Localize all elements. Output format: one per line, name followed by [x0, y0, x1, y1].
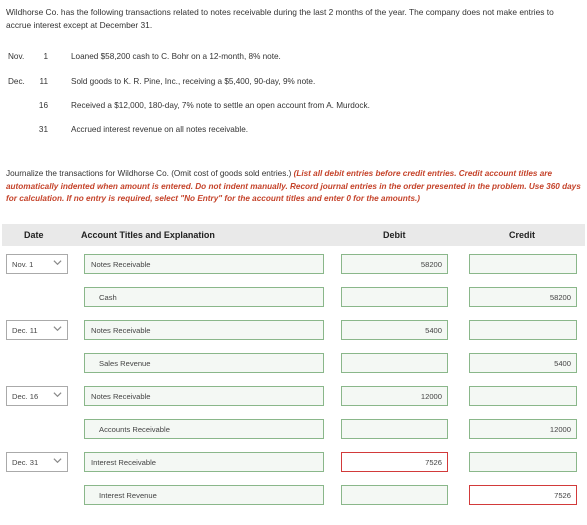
header-account: Account Titles and Explanation: [81, 230, 215, 240]
account-title-input[interactable]: [84, 287, 324, 307]
debit-input[interactable]: [341, 287, 448, 307]
transaction-day: 31: [38, 125, 48, 134]
date-select-value: Dec. 31: [12, 458, 39, 467]
transaction-text: Received a $12,000, 180-day, 7% note to settle an open account from A. Murdock.: [71, 101, 370, 110]
account-title-value: Accounts Receivable: [99, 425, 170, 434]
chevron-down-icon: [53, 324, 62, 333]
account-title-input[interactable]: [84, 485, 324, 505]
account-title-value: Cash: [99, 293, 117, 302]
header-credit: Credit: [509, 230, 536, 240]
date-select[interactable]: [6, 386, 68, 406]
transaction-day: 11: [39, 77, 48, 86]
transaction-text: Loaned $58,200 cash to C. Bohr on a 12-month, 8% note.: [71, 52, 281, 61]
chevron-down-icon: [53, 258, 62, 267]
header-debit: Debit: [383, 230, 406, 240]
debit-input[interactable]: [341, 485, 448, 505]
chevron-down-icon: [53, 390, 62, 399]
chevron-down-icon: [53, 456, 62, 465]
debit-value: 58200: [420, 260, 442, 269]
credit-value: 5400: [554, 359, 571, 368]
journal-header: [2, 224, 585, 246]
instructions-text: Journalize the transactions for Wildhorse Co. (Omit cost of goods sold entries.): [6, 169, 294, 178]
transaction-day: 1: [43, 52, 48, 61]
date-select-value: Nov. 1: [12, 260, 34, 269]
account-title-input[interactable]: [84, 386, 324, 406]
credit-value: 58200: [549, 293, 571, 302]
transaction-month: Dec.: [8, 77, 25, 86]
account-title-input[interactable]: [84, 452, 324, 472]
date-select-value: Dec. 16: [12, 392, 39, 401]
transaction-text: Accrued interest revenue on all notes receivable.: [71, 125, 249, 134]
date-select[interactable]: [6, 320, 68, 340]
transaction-text: Sold goods to K. R. Pine, Inc., receiving a $5,400, 90-day, 9% note.: [71, 77, 316, 86]
account-title-value: Interest Revenue: [99, 491, 157, 500]
debit-input-incorrect[interactable]: [341, 452, 448, 472]
credit-value: 12000: [549, 425, 571, 434]
date-select[interactable]: [6, 452, 68, 472]
credit-input-incorrect[interactable]: [469, 485, 577, 505]
credit-input[interactable]: [469, 386, 577, 406]
debit-input[interactable]: [341, 320, 448, 340]
date-select-value: Dec. 11: [12, 326, 38, 335]
date-select[interactable]: [6, 254, 68, 274]
account-title-value: Notes Receivable: [91, 260, 151, 269]
debit-input[interactable]: [341, 419, 448, 439]
account-title-value: Interest Receivable: [91, 458, 157, 467]
debit-input[interactable]: [341, 353, 448, 373]
debit-input[interactable]: [341, 254, 448, 274]
transaction-day: 16: [38, 101, 48, 110]
credit-input[interactable]: [469, 320, 577, 340]
debit-value: 7526: [425, 458, 442, 467]
instructions-emphasis: (List all debit entries before credit entries. Credit account titles are automatically indented when amount is entered. Do not indent manually. Record journal entries in the order presented in the problem. Use 360 days for calculation. If no entry is required, select "No Entry" for the account titles and enter 0 for the amounts.): [6, 169, 581, 203]
credit-input[interactable]: [469, 419, 577, 439]
credit-input[interactable]: [469, 287, 577, 307]
account-title-input[interactable]: [84, 419, 324, 439]
account-title-value: Notes Receivable: [91, 326, 151, 335]
credit-value: 7526: [554, 491, 571, 500]
account-title-value: Sales Revenue: [99, 359, 151, 368]
debit-value: 12000: [420, 392, 442, 401]
account-title-input[interactable]: [84, 353, 324, 373]
debit-value: 5400: [425, 326, 442, 335]
transaction-month: Nov.: [8, 52, 25, 61]
credit-input[interactable]: [469, 254, 577, 274]
problem-intro: Wildhorse Co. has the following transactions related to notes receivable during the last 2 months of the year. The company does not make entries to accrue interest except at December 31.: [6, 7, 554, 30]
instructions: [6, 168, 582, 206]
debit-input[interactable]: [341, 386, 448, 406]
account-title-value: Notes Receivable: [91, 392, 151, 401]
account-title-input[interactable]: [84, 254, 324, 274]
header-date: Date: [24, 230, 44, 240]
account-title-input[interactable]: [84, 320, 324, 340]
credit-input[interactable]: [469, 353, 577, 373]
credit-input[interactable]: [469, 452, 577, 472]
